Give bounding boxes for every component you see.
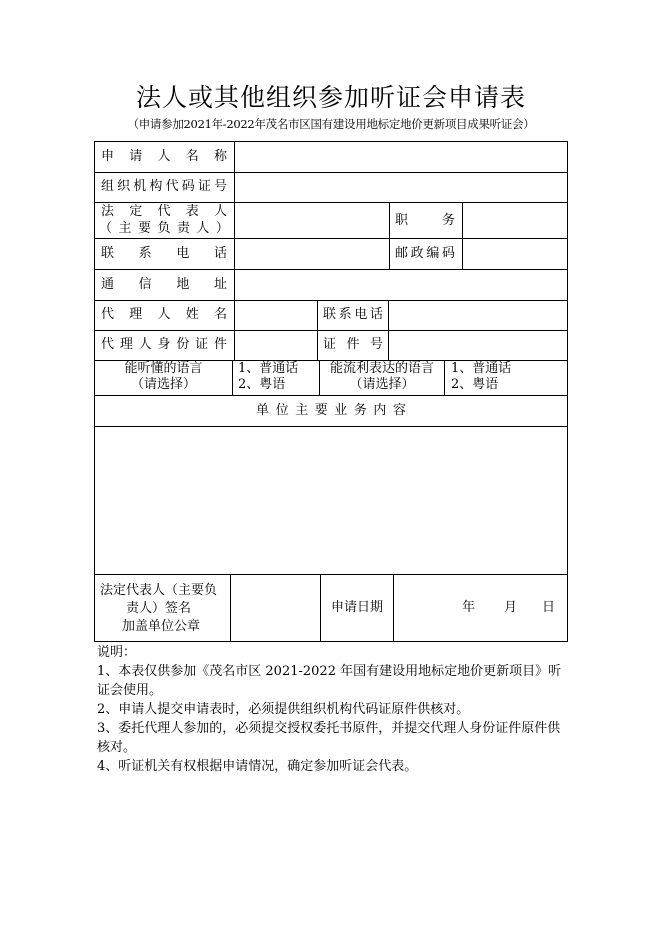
id-number-field[interactable] <box>389 331 567 360</box>
note-item: 3、委托代理人参加的，必须提交授权委托书原件，并提交代理人身份证件原件供核对。 <box>97 721 561 755</box>
understood-language-label: 能听懂的语言 <box>124 361 203 376</box>
agent-phone-field[interactable] <box>389 301 567 330</box>
form-subtitle: （申请参加2021年-2022年茂名市区国有建设用地标定地价更新项目成果听证会） <box>127 117 535 131</box>
fluent-language-label: 能流利表达的语言 <box>329 361 434 376</box>
postal-code-label: 邮 政 编 码 <box>395 246 455 261</box>
signature-label-line3: 加盖单位公章 <box>122 619 201 634</box>
agent-phone-label: 联 系 电 话 <box>323 307 383 322</box>
signature-label-line2: 责人）签名 <box>126 601 192 616</box>
row-divider <box>95 574 567 575</box>
col-divider <box>317 300 318 360</box>
org-code-label: 组 织 机 构 代 码 证 号 <box>101 179 227 194</box>
legal-rep-field[interactable] <box>235 203 389 238</box>
understood-option-cantonese[interactable]: 2、粤语 <box>238 377 286 392</box>
col-divider <box>444 360 445 395</box>
postal-code-field[interactable] <box>463 239 567 269</box>
position-field[interactable] <box>463 203 567 238</box>
address-field[interactable] <box>235 270 567 300</box>
phone-field[interactable] <box>235 239 389 269</box>
col-divider <box>393 574 394 641</box>
address-label: 通 信 地 址 <box>101 277 227 292</box>
date-day-label: 日 <box>542 600 556 615</box>
apply-date-label: 申请日期 <box>330 600 383 615</box>
id-number-label: 证 件 号 <box>323 337 383 352</box>
signature-field[interactable] <box>231 575 320 641</box>
understood-option-mandarin[interactable]: 1、普通话 <box>238 361 299 376</box>
fluent-option-cantonese[interactable]: 2、粤语 <box>451 377 499 392</box>
note-item: 4、听证机关有权根据申请情况，确定参加听证会代表。 <box>97 759 418 774</box>
fluent-option-mandarin[interactable]: 1、普通话 <box>451 361 512 376</box>
note-item: 2、申请人提交申请表时，必须提供组织机构代码证原件供核对。 <box>97 702 470 717</box>
legal-rep-sublabel: （ 主 要 负 责 人 ） <box>99 221 229 236</box>
legal-rep-label: 法 定 代 表 人 <box>101 204 227 219</box>
notes-heading: 说明： <box>97 645 137 660</box>
business-content-area[interactable] <box>96 427 567 574</box>
date-month-label: 月 <box>504 600 518 615</box>
org-code-field[interactable] <box>235 173 567 202</box>
application-form-table <box>94 141 568 642</box>
understood-language-hint: （请选择） <box>130 377 196 392</box>
col-divider <box>232 360 233 395</box>
applicant-name-label: 申 请 人 名 称 <box>101 149 227 164</box>
agent-name-field[interactable] <box>235 301 317 330</box>
fluent-language-hint: （请选择） <box>349 377 415 392</box>
applicant-name-field[interactable] <box>235 143 567 172</box>
position-label: 职 务 <box>395 213 455 228</box>
form-title: 法人或其他组织参加听证会申请表 <box>135 83 526 112</box>
date-year-label: 年 <box>462 600 476 615</box>
agent-name-label: 代 理 人 姓 名 <box>101 307 227 322</box>
col-divider <box>389 202 390 269</box>
agent-id-label: 代 理 人 身 份 证 件 <box>101 337 227 352</box>
note-item: 1、本表仅供参加《茂名市区 2021-2022 年国有建设用地标定地价更新项目》听证会使用。 <box>97 664 562 698</box>
phone-label: 联 系 电 话 <box>101 246 227 261</box>
agent-id-field[interactable] <box>235 331 317 360</box>
row-divider <box>95 395 567 396</box>
notes-section <box>97 643 567 776</box>
business-content-label: 单 位 主 要 业 务 内 容 <box>256 403 406 418</box>
signature-label-line1: 法定代表人（主要负 <box>100 583 218 598</box>
